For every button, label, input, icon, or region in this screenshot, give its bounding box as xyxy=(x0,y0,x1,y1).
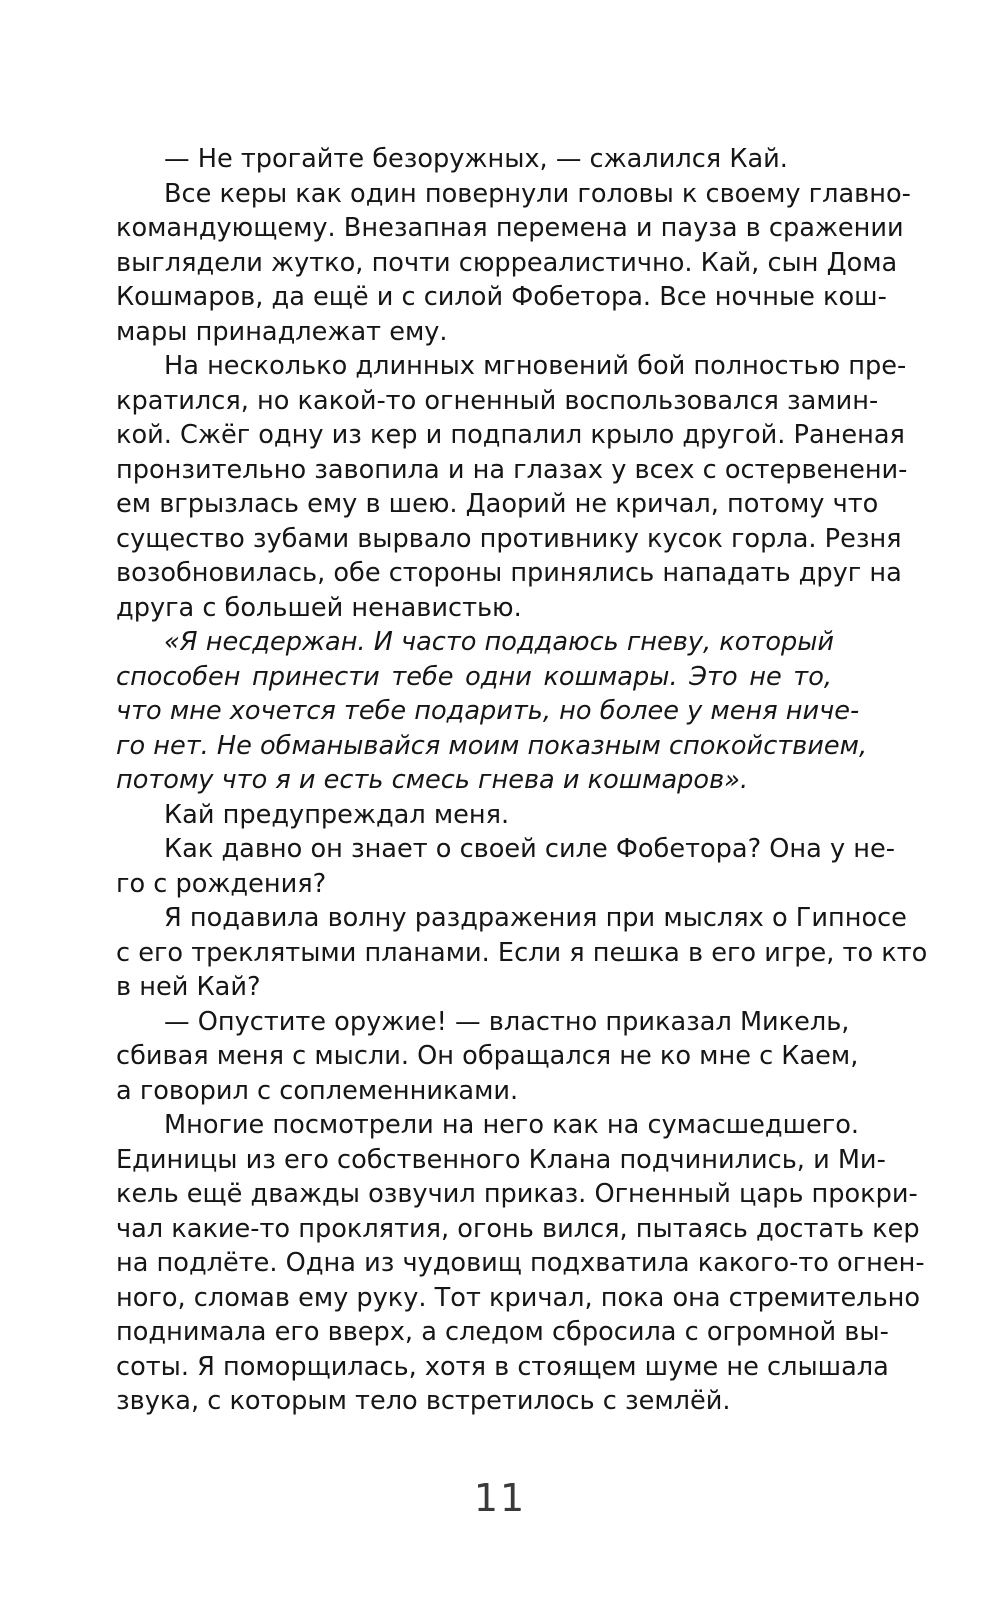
text-line: а говорил с соплеменниками. xyxy=(116,1075,519,1106)
paragraph xyxy=(116,177,911,350)
text-line: Все керы как один повернули головы к своему главно- xyxy=(164,178,911,209)
text-line: Как давно он знает о своей силе Фобетора? Она у не- xyxy=(164,834,895,864)
text-line: поднимала его вверх, а следом сбросила с огромной вы- xyxy=(116,1317,889,1347)
text-line: Многие посмотрели на него как на сумасшедшего. xyxy=(164,1110,860,1140)
text-line: существо зубами вырвало противнику кусок горла. Резня xyxy=(116,523,902,554)
text-line: чал какие-то проклятия, огонь вился, пытаясь достать кер xyxy=(116,1213,920,1244)
text-line: друга с большей ненавистью. xyxy=(116,592,522,623)
text-line: выглядели жутко, почти сюрреалистично. Кай, сын Дома xyxy=(116,247,898,278)
text-line: ного, сломав ему руку. Тот кричал, пока она стремительно xyxy=(116,1282,921,1313)
text-line: «Я несдержан. И часто поддаюсь гневу, который xyxy=(164,627,835,657)
paragraph xyxy=(116,901,928,1005)
text-line: Кошмаров, да ещё и с силой Фобетора. Все ночные кош- xyxy=(116,282,887,312)
page-number: 11 xyxy=(473,1476,527,1520)
text-line: кель ещё дважды озвучил приказ. Огненный царь прокри- xyxy=(116,1179,918,1209)
text-line: на подлёте. Одна из чудовищ подхватила какого-то огнен- xyxy=(116,1248,925,1278)
text-line: Единицы из его собственного Клана подчинились, и Ми- xyxy=(116,1144,886,1175)
paragraph xyxy=(116,625,868,798)
text-line: кой. Сжёг одну из кер и подпалил крыло другой. Раненая xyxy=(116,420,905,450)
text-line: командующему. Внезапная перемена и пауза в сражении xyxy=(116,213,904,243)
paragraph xyxy=(116,832,895,901)
text-line: — Не трогайте безоружных, — сжалился Кай. xyxy=(164,144,788,174)
text-line: что мне хочется тебе подарить, но более у меня ниче- xyxy=(116,696,860,726)
text-line: кратился, но какой-то огненный воспользовался замин- xyxy=(116,385,879,416)
text-line: го с рождения? xyxy=(116,868,327,899)
text-line: соты. Я поморщилась, хотя в стоящем шуме не слышала xyxy=(116,1351,889,1382)
text-line: потому что я и есть смесь гнева и кошмаров». xyxy=(116,765,749,795)
text-line: Кай предупреждал меня. xyxy=(164,799,510,830)
paragraph xyxy=(116,142,832,177)
text-line: ем вгрызлась ему в шею. Даорий не кричал, потому что xyxy=(116,489,879,519)
text-line: На несколько длинных мгновений бой полностью пре- xyxy=(164,351,907,381)
body-text xyxy=(116,142,928,1419)
text-line: способен принести тебе одни кошмары. Это не то, xyxy=(116,661,832,692)
paragraph xyxy=(116,798,832,833)
text-line: Я подавила волну раздражения при мыслях о Гипносе xyxy=(164,903,907,933)
text-line: мары принадлежат ему. xyxy=(116,316,448,347)
paragraph xyxy=(116,1005,859,1109)
text-line: звука, с которым тело встретилось с землёй. xyxy=(116,1386,731,1416)
text-line: в ней Кай? xyxy=(116,972,261,1002)
text-line: пронзительно завопила и на глазах у всех с остервенени- xyxy=(116,454,908,485)
text-line: сбивая меня с мысли. Он обращался не ко мне с Каем, xyxy=(116,1041,859,1071)
text-line: с его треклятыми планами. Если я пешка в его игре, то кто xyxy=(116,937,928,968)
text-line: — Опустите оружие! — властно приказал Микель, xyxy=(164,1006,850,1037)
text-line: го нет. Не обманывайся моим показным спокойствием, xyxy=(116,730,868,761)
paragraph xyxy=(116,1108,925,1419)
paragraph xyxy=(116,349,908,625)
text-line: возобновилась, обе стороны принялись нападать друг на xyxy=(116,558,902,588)
